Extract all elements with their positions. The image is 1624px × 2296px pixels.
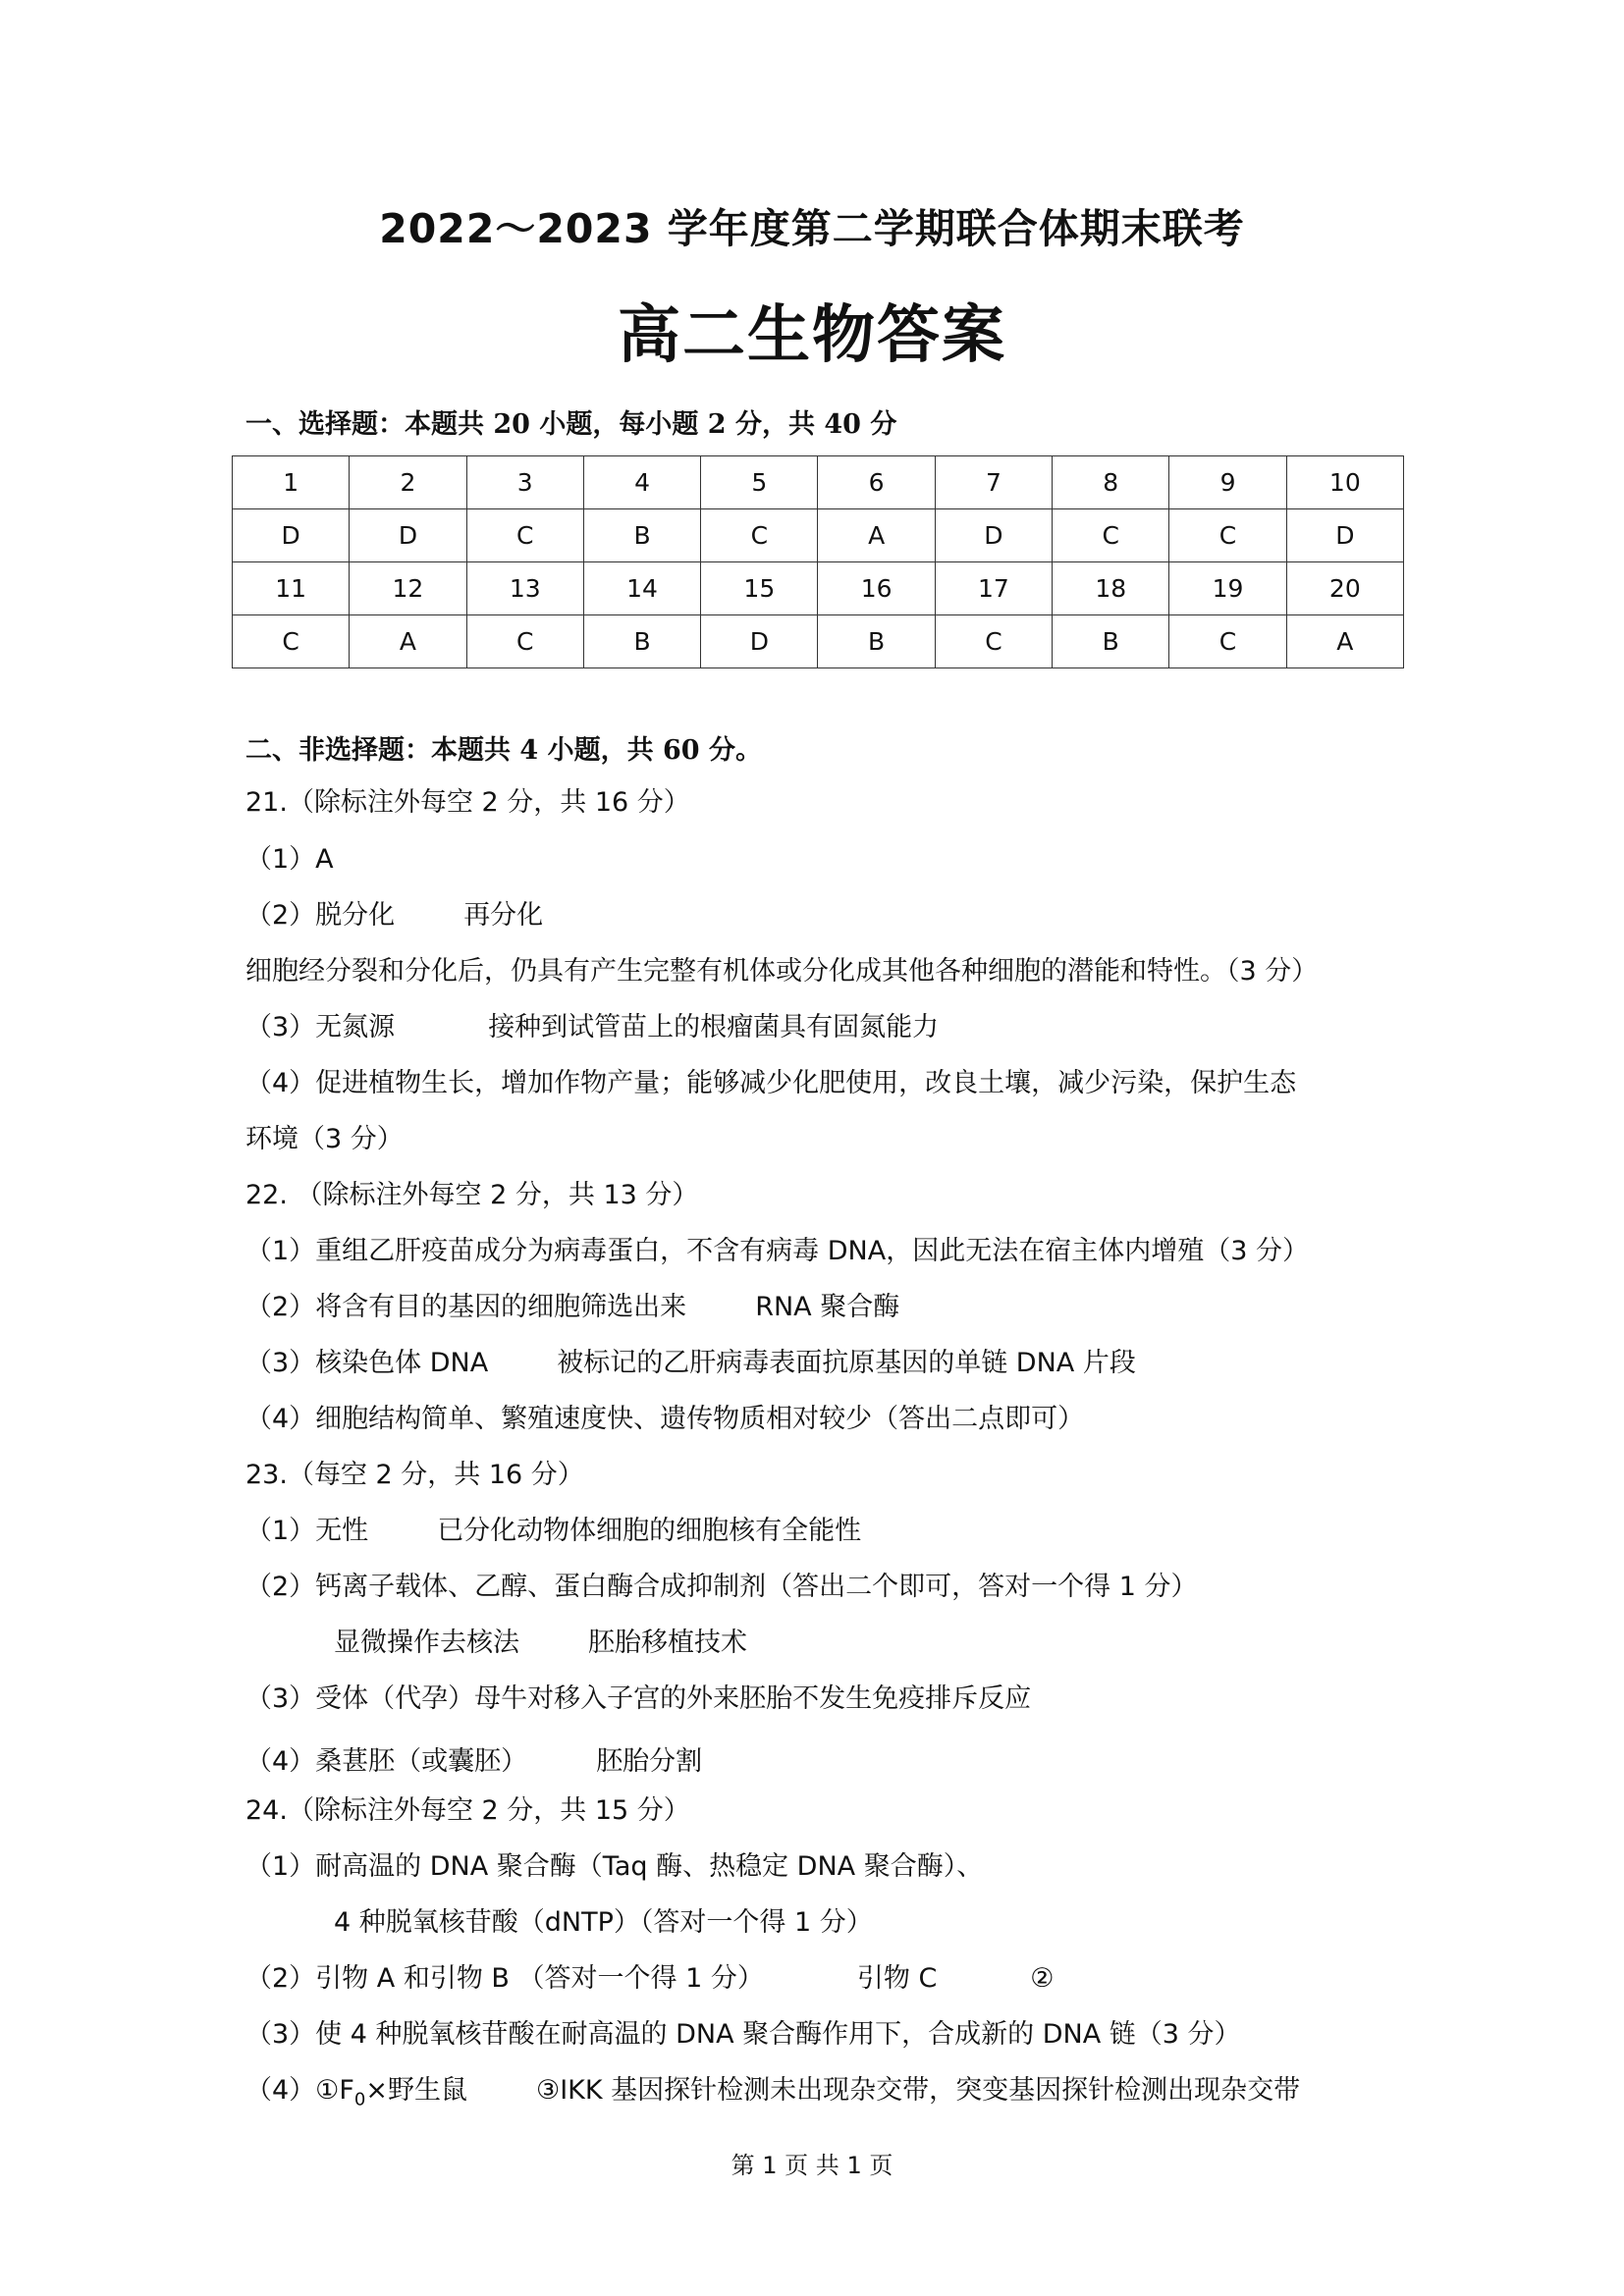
answer-cell: C: [935, 615, 1052, 668]
question-number-cell: 1: [233, 456, 350, 509]
q24-answer-4c: ③IKK 基因探针检测未出现杂交带，突变基因探针检测出现杂交带: [536, 2075, 1301, 2106]
answer-cell: C: [701, 509, 818, 562]
q21-heading: 21.（除标注外每空 2 分，共 16 分）: [245, 787, 690, 818]
exam-title: 2022～2023 学年度第二学期联合体期末联考: [379, 205, 1245, 252]
q23-answer-4a: （4）桑葚胚（或囊胚）: [245, 1746, 528, 1777]
q23-answer-1a: （1）无性: [245, 1516, 369, 1546]
q23-answer-1b: 已分化动物体细胞的细胞核有全能性: [437, 1516, 862, 1546]
question-number-cell: 10: [1286, 456, 1403, 509]
question-number-cell: 6: [818, 456, 935, 509]
q21-answer-4a: （4）促进植物生长，增加作物产量；能够减少化肥使用，改良土壤，减少污染，保护生态: [245, 1068, 1297, 1098]
q21-answer-3a: （3）无氮源: [245, 1012, 396, 1042]
question-number-cell: 7: [935, 456, 1052, 509]
q21-answer-2: [245, 896, 543, 935]
question-number-cell: 8: [1053, 456, 1169, 509]
q24-heading: 24.（除标注外每空 2 分，共 15 分）: [245, 1795, 690, 1826]
q24-answer-1b: 4 种脱氧核苷酸（dNTP）（答对一个得 1 分）: [334, 1907, 873, 1938]
q23-answer-4b: 胚胎分割: [596, 1746, 703, 1777]
q23-answer-1: [245, 1512, 861, 1551]
q24-answer-3: （3）使 4 种脱氧核苷酸在耐高温的 DNA 聚合酶作用下，合成新的 DNA 链（3 分）: [245, 2019, 1241, 2050]
q22-answer-4: （4）细胞结构简单、繁殖速度快、遗传物质相对较少（答出二点即可）: [245, 1404, 1085, 1434]
q23-heading: 23.（每空 2 分，共 16 分）: [245, 1460, 584, 1490]
q24-answer-2c: ②: [1030, 1963, 1055, 1994]
answer-cell: C: [1169, 509, 1286, 562]
question-number-cell: 16: [818, 562, 935, 615]
q22-answer-3a: （3）核染色体 DNA: [245, 1348, 489, 1378]
q22-heading: 22. （除标注外每空 2 分，共 13 分）: [245, 1180, 699, 1210]
question-number-cell: 14: [583, 562, 700, 615]
q24-answer-2a: （2）引物 A 和引物 B （答对一个得 1 分）: [245, 1963, 764, 1994]
answer-cell: C: [233, 615, 350, 668]
q22-answer-3b: 被标记的乙肝病毒表面抗原基因的单链 DNA 片段: [557, 1348, 1136, 1378]
page-footer: 第 1 页 共 1 页: [731, 2152, 893, 2179]
answer-cell: D: [350, 509, 466, 562]
q22-answer-2: [245, 1288, 899, 1327]
q22-answer-3: [245, 1344, 1136, 1383]
q24-answer-4: [245, 2071, 1300, 2119]
q21-answer-3: [245, 1008, 939, 1047]
answer-cell: C: [466, 615, 583, 668]
question-number-cell: 13: [466, 562, 583, 615]
q22-answer-2a: （2）将含有目的基因的细胞筛选出来: [245, 1292, 687, 1322]
question-number-cell: 2: [350, 456, 466, 509]
question-number-cell: 9: [1169, 456, 1286, 509]
question-number-cell: 4: [583, 456, 700, 509]
q21-answer-2a: （2）脱分化: [245, 900, 396, 931]
q23-answer-2a: （2）钙离子载体、乙醇、蛋白酶合成抑制剂（答出二个即可，答对一个得 1 分）: [245, 1572, 1198, 1602]
question-number-cell: 11: [233, 562, 350, 615]
q24-answer-4a: （4）①F: [245, 2075, 354, 2106]
question-number-row: [233, 562, 1404, 615]
q23-answer-2c: 胚胎移植技术: [588, 1628, 747, 1658]
q24-answer-4-subscript: 0: [353, 2089, 366, 2110]
question-number-cell: 12: [350, 562, 466, 615]
question-number-cell: 3: [466, 456, 583, 509]
question-number-cell: 19: [1169, 562, 1286, 615]
answer-cell: C: [466, 509, 583, 562]
question-number-cell: 20: [1286, 562, 1403, 615]
answer-cell: D: [935, 509, 1052, 562]
q24-answer-4b: ×野生鼠: [365, 2075, 467, 2106]
q24-answer-2: [245, 1959, 1055, 1999]
answer-cell: D: [1286, 509, 1403, 562]
q24-answer-2b: 引物 C: [856, 1963, 938, 1994]
section1-heading: 一、选择题：本题共 20 小题，每小题 2 分，共 40 分: [245, 409, 897, 440]
question-number-cell: 17: [935, 562, 1052, 615]
answer-cell: A: [350, 615, 466, 668]
q21-answer-4b: 环境（3 分）: [245, 1124, 404, 1154]
q21-answer-1: （1）A: [245, 844, 334, 875]
answer-cell: B: [583, 615, 700, 668]
answer-cell: C: [1169, 615, 1286, 668]
q21-answer-2c: 细胞经分裂和分化后，仍具有产生完整有机体或分化成其他各种细胞的潜能和特性。（3 分）: [245, 956, 1319, 987]
page-title: 高二生物答案: [618, 299, 1006, 372]
answer-cell: D: [701, 615, 818, 668]
answer-row: [233, 615, 1404, 668]
q23-answer-3: （3）受体（代孕）母牛对移入子宫的外来胚胎不发生免疫排斥反应: [245, 1683, 1032, 1714]
answer-cell: A: [818, 509, 935, 562]
answer-cell: D: [233, 509, 350, 562]
section2-heading: 二、非选择题：本题共 4 小题，共 60 分。: [245, 735, 762, 766]
q23-answer-2bc: [334, 1624, 747, 1663]
q23-answer-2b: 显微操作去核法: [334, 1628, 519, 1658]
answer-cell: B: [818, 615, 935, 668]
question-number-cell: 5: [701, 456, 818, 509]
answer-row: [233, 509, 1404, 562]
question-number-cell: 15: [701, 562, 818, 615]
question-number-cell: 18: [1053, 562, 1169, 615]
answer-cell: B: [583, 509, 700, 562]
q22-answer-2b: RNA 聚合酶: [755, 1292, 900, 1322]
answer-table: [232, 455, 1404, 668]
q21-answer-3b: 接种到试管苗上的根瘤菌具有固氮能力: [488, 1012, 940, 1042]
q24-answer-1a: （1）耐高温的 DNA 聚合酶（Taq 酶、热稳定 DNA 聚合酶）、: [245, 1851, 984, 1882]
q23-answer-4: [245, 1742, 702, 1782]
q21-answer-2b: 再分化: [463, 900, 544, 931]
answer-cell: A: [1286, 615, 1403, 668]
answer-cell: B: [1053, 615, 1169, 668]
answer-cell: C: [1053, 509, 1169, 562]
question-number-row: [233, 456, 1404, 509]
q22-answer-1: （1）重组乙肝疫苗成分为病毒蛋白，不含有病毒 DNA，因此无法在宿主体内增殖（3 分）: [245, 1236, 1309, 1266]
